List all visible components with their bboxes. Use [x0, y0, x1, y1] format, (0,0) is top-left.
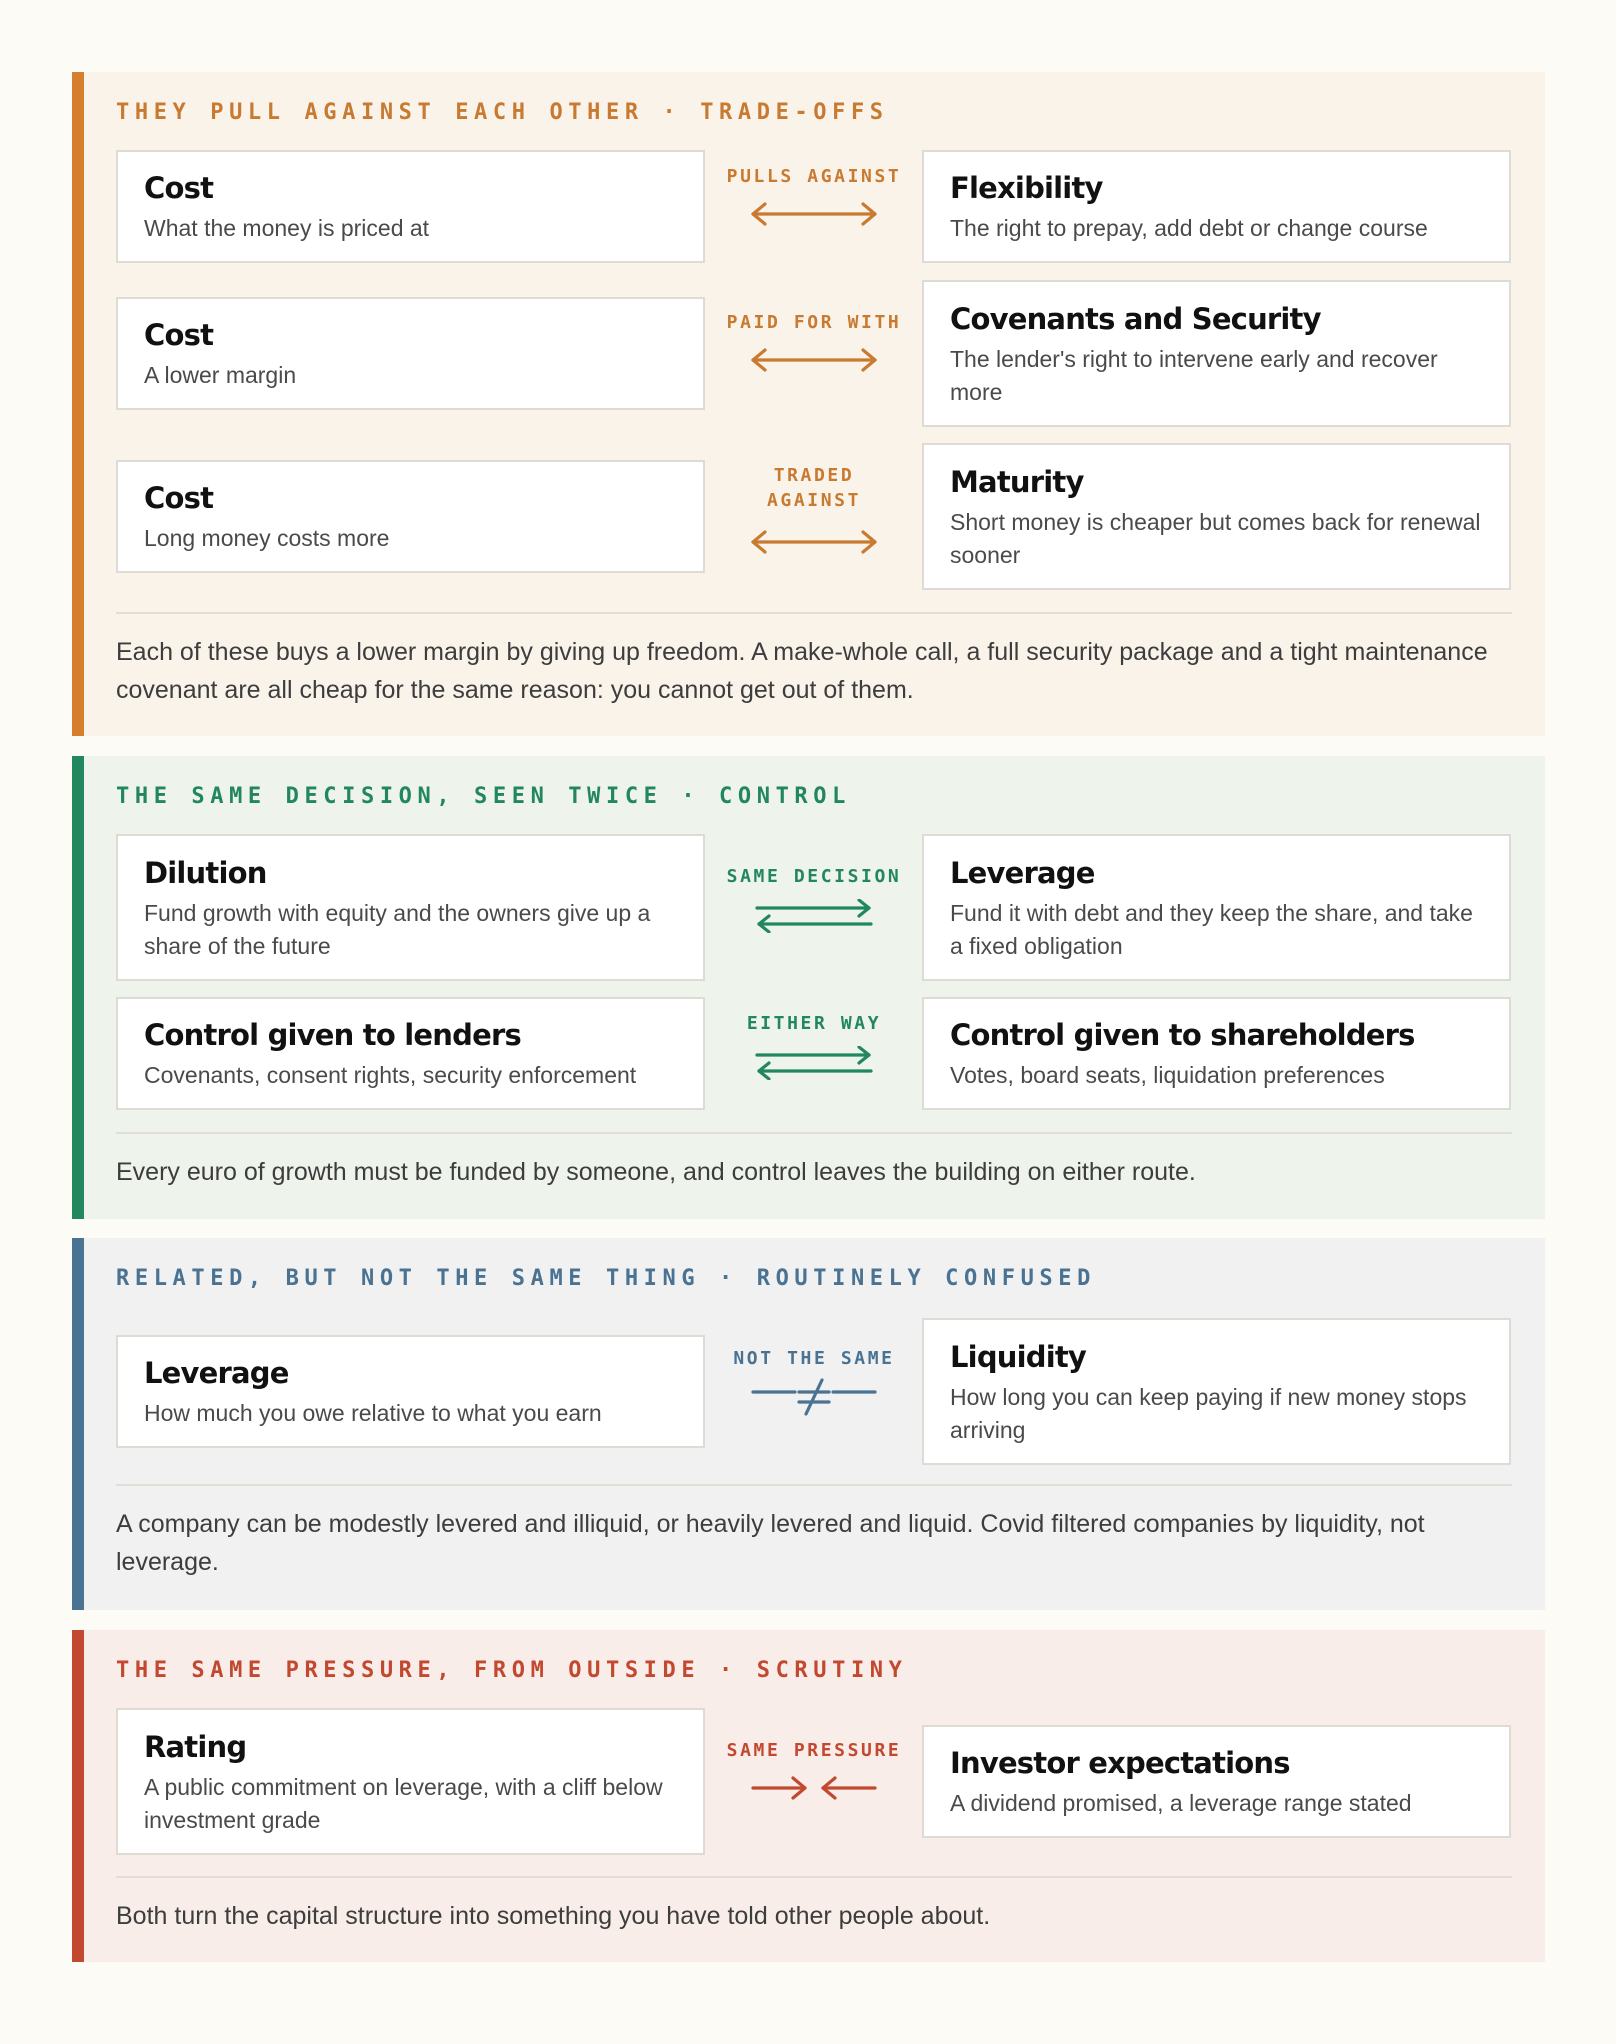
relation-label: TRADED AGAINST: [766, 465, 862, 511]
section-heading: RELATED, BUT NOT THE SAME THING · ROUTINELY CONFUSED: [116, 1266, 1096, 1291]
card-description: Long money costs more: [144, 525, 390, 551]
card-description: Fund it with debt and they keep the share, and take a fixed obligation: [950, 899, 1473, 959]
section-note: Each of these buys a lower margin by giving up freedom. A make-whole call, a full security package and a tight maintenance covenant are all cheap for the same reason: you cannot get out of them.: [116, 638, 1488, 704]
card-description: What the money is priced at: [144, 215, 430, 241]
card-description: A dividend promised, a leverage range stated: [950, 1790, 1412, 1816]
card-description: How long you can keep paying if new money stops arriving: [950, 1383, 1467, 1443]
card-maturity: [922, 443, 1511, 590]
relation-traded-against: [714, 463, 914, 555]
section-divider: [116, 1876, 1512, 1878]
relation-same-pressure: [714, 1738, 914, 1801]
card-description: How much you owe relative to what you earn: [144, 1400, 602, 1426]
relation-label: NOT THE SAME: [733, 1348, 895, 1369]
trade-offs-section: [72, 72, 1545, 736]
card-description: Votes, board seats, liquidation preferences: [950, 1062, 1385, 1088]
routinely-confused-section: [72, 1238, 1545, 1610]
card-title: Maturity: [950, 464, 1084, 499]
relation-pulls-against: [714, 164, 914, 227]
card-dilution: [116, 834, 705, 981]
card-description: A public commitment on leverage, with a cliff below investment grade: [144, 1773, 663, 1833]
relation-label: SAME DECISION: [726, 866, 902, 887]
section-note: A company can be modestly levered and illiquid, or heavily levered and liquid. Covid filtered companies by liquidity, not leverage.: [116, 1510, 1425, 1576]
card-description: Short money is cheaper but comes back for renewal sooner: [950, 508, 1481, 568]
relation-label: SAME PRESSURE: [726, 1740, 902, 1761]
card-title: Cost: [144, 481, 214, 515]
section-heading: THE SAME DECISION, SEEN TWICE · CONTROL: [116, 784, 851, 809]
scrutiny-section: [72, 1630, 1545, 1962]
control-section: [72, 756, 1545, 1219]
card-investor-expectations: [922, 1725, 1511, 1838]
card-covenants-security: [922, 280, 1511, 427]
card-title: Control given to shareholders: [950, 1018, 1415, 1052]
double-headed-arrow-icon: [749, 529, 879, 555]
card-leverage: [116, 1335, 705, 1448]
card-title: Dilution: [144, 855, 267, 890]
card-title: Investor expectations: [950, 1746, 1290, 1780]
card-title: Flexibility: [950, 171, 1103, 205]
relation-either-way: [714, 1011, 914, 1080]
relation-label: EITHER WAY: [746, 1013, 882, 1034]
opposing-arrows-icon: [749, 1046, 879, 1080]
relation-label: PULLS AGAINST: [726, 166, 902, 187]
section-note: Both turn the capital structure into something you have told other people about.: [116, 1902, 991, 1930]
card-description: The lender's right to intervene early and recover more: [950, 345, 1438, 405]
card-title: Covenants and Security: [950, 301, 1321, 336]
card-title: Cost: [144, 171, 214, 205]
converging-arrows-icon: [749, 1775, 879, 1801]
card-flexibility: [922, 150, 1511, 263]
section-divider: [116, 612, 1512, 614]
card-control-shareholders: [922, 997, 1511, 1110]
relation-not-the-same: [714, 1346, 914, 1417]
opposing-arrows-icon: [749, 899, 879, 933]
card-liquidity: [922, 1318, 1511, 1465]
card-title: Control given to lenders: [144, 1018, 521, 1052]
double-headed-arrow-icon: [749, 347, 879, 373]
card-description: Covenants, consent rights, security enforcement: [144, 1062, 637, 1088]
card-title: Rating: [144, 1729, 247, 1764]
double-headed-arrow-icon: [749, 201, 879, 227]
card-title: Liquidity: [950, 1339, 1087, 1374]
not-equal-icon: [749, 1377, 879, 1417]
section-heading: THE SAME PRESSURE, FROM OUTSIDE · SCRUTINY: [116, 1658, 908, 1683]
card-description: The right to prepay, add debt or change course: [950, 215, 1428, 241]
relation-same-decision: [714, 864, 914, 933]
card-title: Cost: [144, 318, 214, 352]
card-cost-priced: [116, 150, 705, 263]
section-heading: THEY PULL AGAINST EACH OTHER · TRADE-OFFS: [116, 100, 889, 125]
card-description: A lower margin: [144, 362, 297, 388]
section-divider: [116, 1132, 1512, 1134]
section-divider: [116, 1484, 1512, 1486]
relation-label: PAID FOR WITH: [726, 312, 902, 333]
card-cost-margin: [116, 297, 705, 410]
card-leverage-debt: [922, 834, 1511, 981]
card-control-lenders: [116, 997, 705, 1110]
card-title: Leverage: [950, 855, 1095, 890]
card-description: Fund growth with equity and the owners give up a share of the future: [144, 899, 651, 959]
card-rating: [116, 1708, 705, 1855]
relation-paid-for-with: [714, 310, 914, 373]
section-note: Every euro of growth must be funded by someone, and control leaves the building on either route.: [116, 1158, 1196, 1186]
card-title: Leverage: [144, 1356, 289, 1390]
card-cost-long-money: [116, 460, 705, 573]
